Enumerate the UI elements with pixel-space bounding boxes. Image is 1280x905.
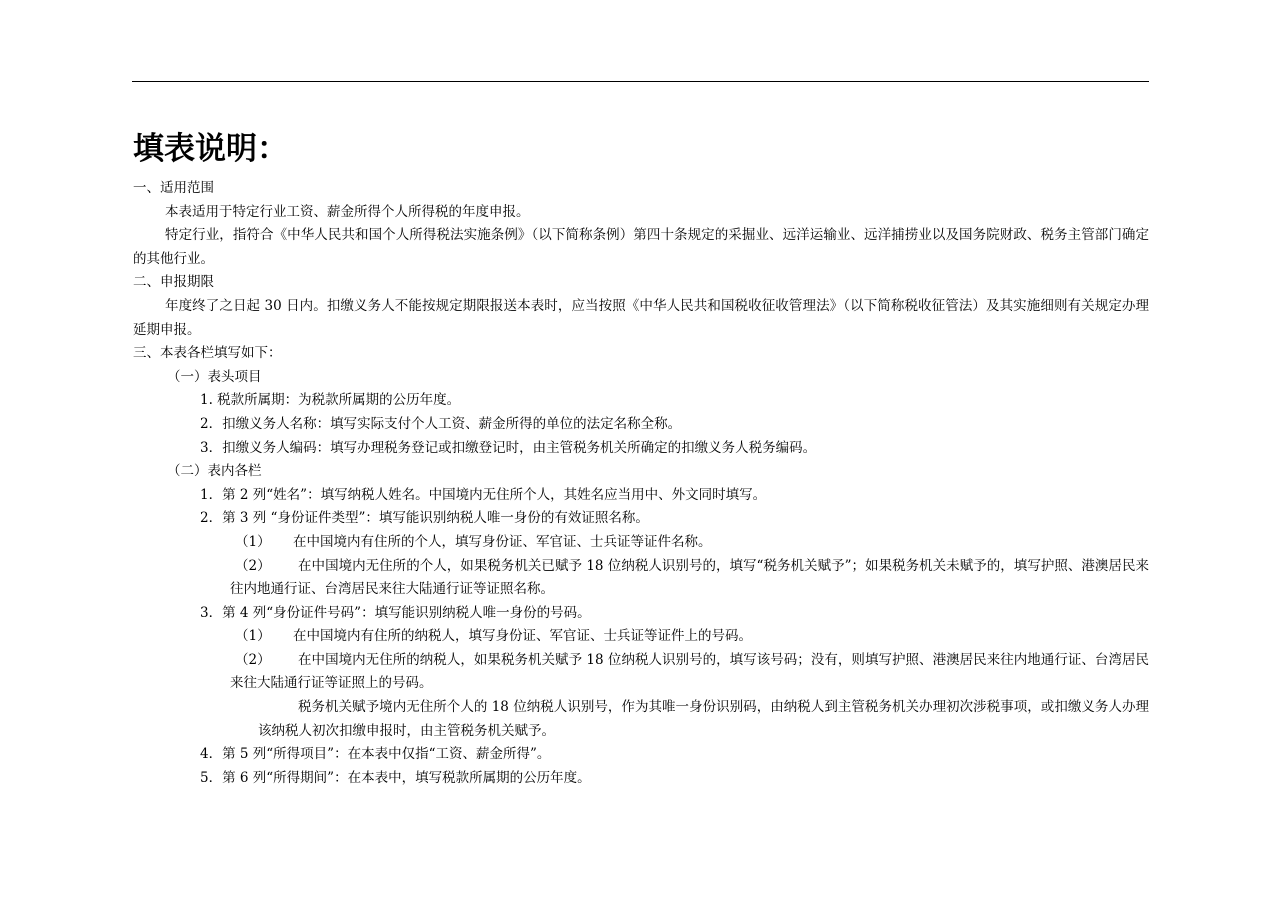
sub-number: （1） — [235, 533, 271, 550]
header-item-2: 2．扣缴义务人名称：填写实际支付个人工资、薪金所得的单位的法定名称全称。 — [200, 415, 682, 432]
column-item-2-sub-2 — [133, 555, 1149, 602]
sub-text: 在中国境内无住所的个人，如果税务机关已赋予 18 位纳税人识别号的，填写“税务机关赋予”；如果税务机关未赋予的，填写护照、港澳居民来往内地通行证、台湾居民来往大陆通行证等证照名称。 — [230, 557, 1149, 598]
column-item-4: 4．第 5 列“所得项目”：在本表中仅指“工资、薪金所得”。 — [200, 746, 551, 763]
sub-number: （2） — [235, 557, 271, 574]
instructions-body — [133, 177, 1149, 790]
column-item-3-sub-1 — [133, 625, 1149, 649]
section-heading-columns: 三、本表各栏填写如下： — [133, 345, 282, 362]
scope-paragraph-2: 特定行业，指符合《中华人民共和国个人所得税法实施条例》（以下简称条例）第四十条规定的采掘业、远洋运输业、远洋捕捞业以及国务院财政、税务主管部门确定的其他行业。 — [133, 227, 1149, 267]
column-item-2-sub-1 — [133, 531, 1149, 555]
header-item-1: 1. 税款所属期：为税款所属期的公历年度。 — [200, 392, 461, 409]
column-item-5: 5．第 6 列“所得期间”：在本表中，填写税款所属期的公历年度。 — [200, 769, 591, 786]
sub-number: （1） — [235, 628, 271, 645]
sub-text: 在中国境内有住所的个人，填写身份证、军官证、士兵证等证件名称。 — [293, 533, 712, 550]
sub-text: 在中国境内无住所的纳税人，如果税务机关赋予 18 位纳税人识别号的，填写该号码；没有，则填写护照、港澳居民来往内地通行证、台湾居民来往大陆通行证等证照上的号码。 — [230, 651, 1149, 692]
scope-paragraph-1: 本表适用于特定行业工资、薪金所得个人所得税的年度申报。 — [165, 203, 530, 220]
section-heading-deadline: 二、申报期限 — [133, 274, 214, 291]
column-item-1: 1．第 2 列“姓名”：填写纳税人姓名。中国境内无住所个人，其姓名应当用中、外文同时填写。 — [200, 486, 767, 503]
column-item-3-note: 税务机关赋予境内无住所个人的 18 位纳税人识别号，作为其唯一身份识别码，由纳税人到主管税务机关办理初次涉税事项，或扣缴义务人办理该纳税人初次扣缴申报时，由主管税务机关赋予。 — [258, 699, 1149, 739]
section-heading-scope: 一、适用范围 — [133, 180, 214, 196]
sub-text: 在中国境内有住所的纳税人，填写身份证、军官证、士兵证等证件上的号码。 — [293, 628, 752, 645]
deadline-paragraph: 年度终了之日起 30 日内。扣缴义务人不能按规定期限报送本表时，应当按照《中华人民共和国税收征收管理法》（以下简称税收征管法）及其实施细则有关规定办理延期申报。 — [133, 297, 1149, 338]
column-item-3-sub-2 — [133, 649, 1149, 696]
column-item-3: 3．第 4 列“身份证件号码”：填写能识别纳税人唯一身份的号码。 — [200, 604, 591, 621]
sub-number: （2） — [235, 651, 271, 668]
header-rule — [132, 81, 1149, 82]
page-title: 填表说明： — [133, 131, 288, 167]
subsection-heading-header: （一）表头项目 — [167, 368, 262, 385]
subsection-heading-columns: （二）表内各栏 — [167, 463, 262, 480]
header-item-3: 3．扣缴义务人编码：填写办理税务登记或扣缴登记时，由主管税务机关所确定的扣缴义务人税务编码。 — [200, 439, 817, 456]
column-item-2: 2．第 3 列 “身份证件类型”：填写能识别纳税人唯一身份的有效证照名称。 — [200, 510, 649, 527]
